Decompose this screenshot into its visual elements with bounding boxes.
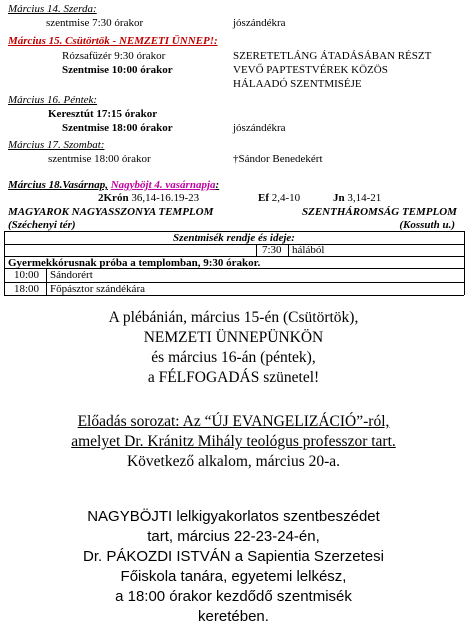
reading3 [333, 192, 381, 204]
sunday-season: Nagyböjt 4. vasárnapja [110, 179, 216, 191]
mass-intention: jószándékra [233, 122, 286, 134]
mass-time: Szentmise 18:00 órakor [62, 122, 173, 134]
choir-rehearsal-note: Gyermekkórusnak próba a templomban, 9:30 órakor. [8, 257, 261, 269]
mass-time: Szentmise 10:00 órakor [62, 64, 173, 76]
church-left-name: MAGYAROK NAGYASSZONYA TEMPLOM [8, 206, 214, 218]
sunday-date: Március 18.Vasárnap, [8, 179, 108, 191]
day-heading-march-15: Március 15. Csütörtök - NEMZETI ÜNNEP!: [8, 35, 218, 47]
mass-time: szentmise 7:30 órakor [46, 17, 144, 29]
day-heading-march-14: Március 14. Szerda: [8, 3, 97, 15]
mass-intention-cell: Sándorért [50, 269, 93, 281]
retreat-line: Dr. PÁKOZDI ISTVÁN a Sapientia Szerzetesi [83, 548, 384, 565]
church-right-location: (Kossuth u.) [399, 219, 455, 231]
mass-intention-cell: hálából [292, 244, 325, 256]
retreat-line: NAGYBÖJTI lelkigyakorlatos szentbeszédet [87, 508, 380, 525]
notice-line: a FÉLFOGADÁS szünetel! [147, 369, 320, 386]
mass-time-cell: 18:00 [14, 283, 40, 295]
reading3-book: Jn [333, 192, 345, 204]
day-heading-march-16: Március 16. Péntek: [8, 94, 98, 106]
table-border-bottom [4, 295, 464, 296]
mass-time: szentmise 18:00 órakor [48, 153, 151, 165]
table-col-divider [256, 244, 257, 256]
event-note: HÁLAADÓ SZENTMISÉJE [233, 78, 362, 90]
retreat-line: Főiskola tanára, egyetemi lelkész, [120, 568, 347, 585]
table-col-divider [288, 244, 289, 256]
retreat-line: tart, március 22-23-24-én, [147, 528, 320, 545]
mass-intention: †Sándor Benedekért [233, 153, 323, 165]
event-note: SZERETETLÁNG ÁTADÁSÁBAN RÉSZT [233, 50, 432, 62]
stations-time: Keresztút 17:15 órakor [48, 108, 158, 120]
table-header: Szentmisék rendje és ideje: [173, 232, 295, 244]
mass-intention: jószándékra [233, 17, 286, 29]
sunday-colon: : [215, 179, 220, 191]
notice-line: NEMZETI ÜNNEPÜNKÖN [143, 329, 324, 346]
mass-time-cell: 10:00 [14, 269, 40, 281]
readings [98, 192, 199, 204]
lecture-line: Következő alkalom, március 20-a. [126, 453, 341, 470]
table-divider [4, 244, 464, 245]
event-note: VEVŐ PAPTESTVÉREK KÖZÖS [233, 64, 388, 76]
reading1-book: 2Krón [98, 192, 129, 204]
retreat-line: a 18:00 órakor kezdődő szentmisék [115, 588, 352, 605]
sunday-heading [8, 179, 219, 191]
notice-line: és március 16-án (péntek), [151, 349, 316, 366]
mass-intention-cell: Főpásztor szándékára [50, 283, 145, 295]
reading2-ref: 2,4-10 [271, 192, 301, 204]
church-left-location: (Széchenyi tér) [8, 219, 76, 231]
day-heading-march-17: Március 17. Szombat: [8, 139, 105, 151]
reading3-ref: 3,14-21 [347, 192, 382, 204]
lecture-line: Előadás sorozat: Az “ÚJ EVANGELIZÁCIÓ”-ról, [77, 413, 390, 430]
mass-time-cell: 7:30 [262, 244, 282, 256]
retreat-line: keretében. [198, 608, 269, 625]
reading1-ref: 36,14-16.19-23 [131, 192, 200, 204]
table-border-right [464, 231, 465, 295]
lecture-line: amelyet Dr. Kránitz Mihály teológus professzor tart. [71, 433, 396, 450]
notice-line: A plébánián, március 15-én (Csütörtök), [108, 309, 359, 326]
table-col-divider [46, 268, 47, 295]
reading2 [258, 192, 300, 204]
church-right-name: SZENTHÁROMSÁG TEMPLOM [302, 206, 457, 218]
reading2-book: Ef [258, 192, 269, 204]
rosary-time: Rózsafüzér 9:30 órakor [62, 50, 166, 62]
